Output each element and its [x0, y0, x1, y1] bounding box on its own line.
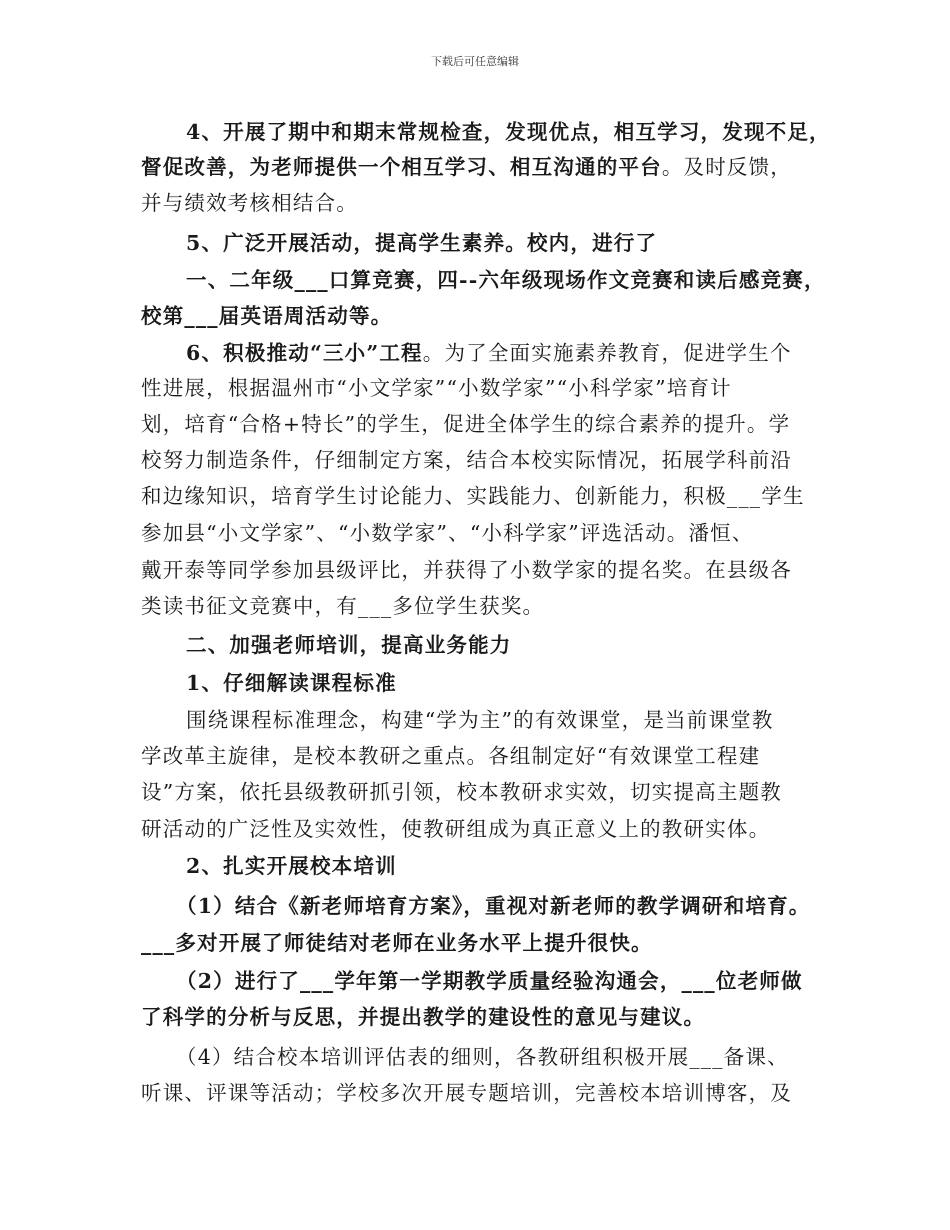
normal-text: 校努力制造条件，仔细制定方案，结合本校实际情况，拓展学科前沿: [141, 448, 792, 472]
normal-text: 划，培育“合格+特长”的学生，促进全体学生的综合素养的提升。学: [141, 412, 791, 436]
paragraph-line: [0, 926, 950, 956]
paragraph-line: [0, 1076, 950, 1106]
normal-text: 研活动的广泛性及实效性，使教研组成为真正意义上的教研实体。: [141, 817, 771, 841]
normal-text: 。及时反馈，: [661, 155, 793, 179]
paragraph-line: [0, 889, 950, 919]
normal-text: （4）结合校本培训评估表的细则，各教研组积极开展___备课、: [176, 1045, 789, 1069]
paragraph-line: [0, 479, 950, 509]
normal-text: 类读书征文竞赛中，有___多位学生获奖。: [141, 594, 545, 618]
paragraph-line: [0, 739, 950, 769]
paragraph-line: [0, 407, 950, 437]
paragraph-line: [0, 516, 950, 546]
bold-text: 二、加强老师培训，提高业务能力: [186, 633, 512, 657]
page-header: 下载后可任意编辑: [431, 55, 519, 68]
paragraph-line: [0, 336, 950, 366]
paragraph-line: [0, 443, 950, 473]
bold-text: 一、二年级___口算竞赛，四--六年级现场作文竞赛和读后感竞赛，: [186, 268, 826, 292]
paragraph-line: [0, 1040, 950, 1070]
paragraph-line: [0, 812, 950, 842]
paragraph-line: [0, 553, 950, 583]
paragraph-line: [0, 964, 950, 994]
normal-text: 围绕课程标准理念，构建“学为主”的有效课堂，是当前课堂教: [186, 708, 774, 732]
paragraph-line: [0, 849, 950, 879]
bold-text: ___多对开展了师徒结对老师在业务水平上提升很快。: [141, 931, 653, 955]
normal-text: 参加县“小文学家”、“小数学家”、“小科学家”评选活动。潘恒、: [141, 521, 754, 545]
bold-text: 了科学的分析与反思，并提出教学的建设性的意见与建议。: [141, 1005, 706, 1029]
normal-text: 听课、评课等活动；学校多次开展专题培训，完善校本培训博客，及: [141, 1081, 792, 1105]
normal-text: 。为了全面实施素养教育，促进学生个: [422, 341, 792, 365]
bold-text: 6、积极推动“三小”工程: [186, 341, 423, 365]
paragraph-line: [0, 1000, 950, 1030]
paragraph-line: [0, 703, 950, 733]
normal-text: 和边缘知识，培育学生讨论能力、实践能力、创新能力，积极___学生: [141, 484, 805, 508]
normal-text: 学改革主旋律，是校本教研之重点。各组制定好“有效课堂工程建: [141, 744, 761, 768]
paragraph-line: [0, 628, 950, 658]
bold-text: 督促改善，为老师提供一个相互学习、相互沟通的平台: [141, 155, 662, 179]
paragraph-line: [0, 150, 950, 180]
paragraph-line: [0, 115, 950, 145]
paragraph-line: [0, 299, 950, 329]
normal-text: 戴开泰等同学参加县级评比，并获得了小数学家的提名奖。在县级各: [141, 558, 792, 582]
normal-text: 性进展，根据温州市“小文学家”“小数学家”“小科学家”培育计: [141, 376, 732, 400]
normal-text: 设”方案，依托县级教研抓引领，校本教研求实效，切实提高主题教: [141, 780, 782, 804]
bold-text: （2）进行了___学年第一学期教学质量经验沟通会，___位老师做: [176, 969, 803, 993]
bold-text: 4、开展了期中和期末常规检查，发现优点，相互学习，发现不足，: [186, 120, 831, 144]
normal-text: 并与绩效考核相结合。: [141, 191, 358, 215]
paragraph-line: [0, 371, 950, 401]
paragraph-line: [0, 666, 950, 696]
paragraph-line: [0, 589, 950, 619]
bold-text: 2、扎实开展校本培训: [186, 854, 397, 878]
bold-text: （1）结合《新老师培育方案》，重视对新老师的教学调研和培育。: [176, 894, 811, 918]
bold-text: 5、广泛开展活动，提高学生素养。校内，进行了: [186, 231, 658, 255]
paragraph-line: [0, 263, 950, 293]
bold-text: 校第___届英语周活动等。: [141, 304, 393, 328]
bold-text: 1、仔细解读课程标准: [186, 671, 397, 695]
paragraph-line: [0, 775, 950, 805]
paragraph-line: [0, 186, 950, 216]
paragraph-line: [0, 226, 950, 256]
